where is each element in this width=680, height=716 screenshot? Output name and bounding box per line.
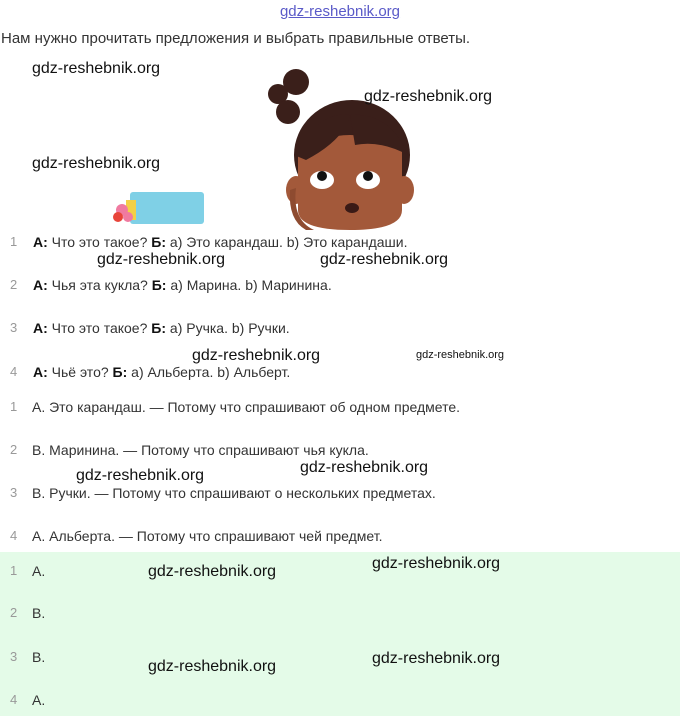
watermark: gdz-reshebnik.org: [32, 60, 161, 77]
watermark: gdz-reshebnik.org: [364, 88, 493, 105]
question-text: А: Чьё это? Б: a) Альберта. b) Альберт.: [33, 364, 291, 380]
answer-row: [0, 692, 680, 714]
question-text: А: Что это такое? Б: a) Ручка. b) Ручки.: [33, 320, 290, 336]
answer-number: 2: [10, 605, 18, 620]
question-row: [0, 364, 680, 386]
question-row: [0, 234, 680, 256]
watermark: gdz-reshebnik.org: [76, 467, 205, 484]
explanation-text: B. Маринина. — Потому что спрашивают чья кукла.: [32, 442, 369, 458]
question-number: 4: [10, 364, 18, 379]
answer-number: 1: [10, 563, 18, 578]
question-text: А: Чья эта кукла? Б: a) Марина. b) Маринина.: [33, 277, 332, 293]
explanation-number: 2: [10, 442, 18, 457]
intro-text: Нам нужно прочитать предложения и выбрать правильные ответы.: [1, 30, 471, 47]
explanation-number: 3: [10, 485, 18, 500]
watermark: gdz-reshebnik.org: [320, 251, 449, 268]
watermark: gdz-reshebnik.org: [148, 563, 277, 580]
answer-number: 3: [10, 649, 18, 664]
explanation-row: [0, 399, 680, 421]
explanation-text: A. Альберта. — Потому что спрашивают чей предмет.: [32, 528, 383, 544]
watermark: gdz-reshebnik.org: [192, 347, 321, 364]
explanation-row: [0, 442, 680, 464]
question-number: 3: [10, 320, 18, 335]
question-row: [0, 277, 680, 299]
site-header-link[interactable]: gdz-reshebnik.org: [279, 3, 401, 20]
explanation-row: [0, 485, 680, 507]
watermark: gdz-reshebnik.org: [148, 658, 277, 675]
explanation-number: 4: [10, 528, 18, 543]
watermark: gdz-reshebnik.org: [97, 251, 226, 268]
pencil-icon: [113, 192, 204, 224]
answer-row: [0, 563, 680, 585]
question-number: 1: [10, 234, 18, 249]
answer-number: 4: [10, 692, 18, 707]
answer-text: B.: [32, 605, 46, 621]
answer-text: B.: [32, 649, 46, 665]
watermark: gdz-reshebnik.org: [300, 459, 429, 476]
explanation-text: B. Ручки. — Потому что спрашивают о нескольких предметах.: [32, 485, 436, 501]
answer-row: [0, 649, 680, 671]
answer-text: A.: [32, 692, 46, 708]
question-text: А: Что это такое? Б: a) Это карандаш. b) Это карандаши.: [33, 234, 408, 250]
answer-text: A.: [32, 563, 46, 579]
answers-panel: [0, 552, 680, 716]
girl-illustration: [100, 60, 430, 230]
question-number: 2: [10, 277, 18, 292]
explanation-row: [0, 528, 680, 550]
explanation-number: 1: [10, 399, 18, 414]
explanation-text: A. Это карандаш. — Потому что спрашивают об одном предмете.: [32, 399, 460, 415]
question-row: [0, 320, 680, 342]
watermark: gdz-reshebnik.org: [32, 155, 161, 172]
watermark: gdz-reshebnik.org: [416, 349, 505, 361]
watermark: gdz-reshebnik.org: [372, 555, 501, 572]
answer-row: [0, 605, 680, 627]
watermark: gdz-reshebnik.org: [372, 650, 501, 667]
